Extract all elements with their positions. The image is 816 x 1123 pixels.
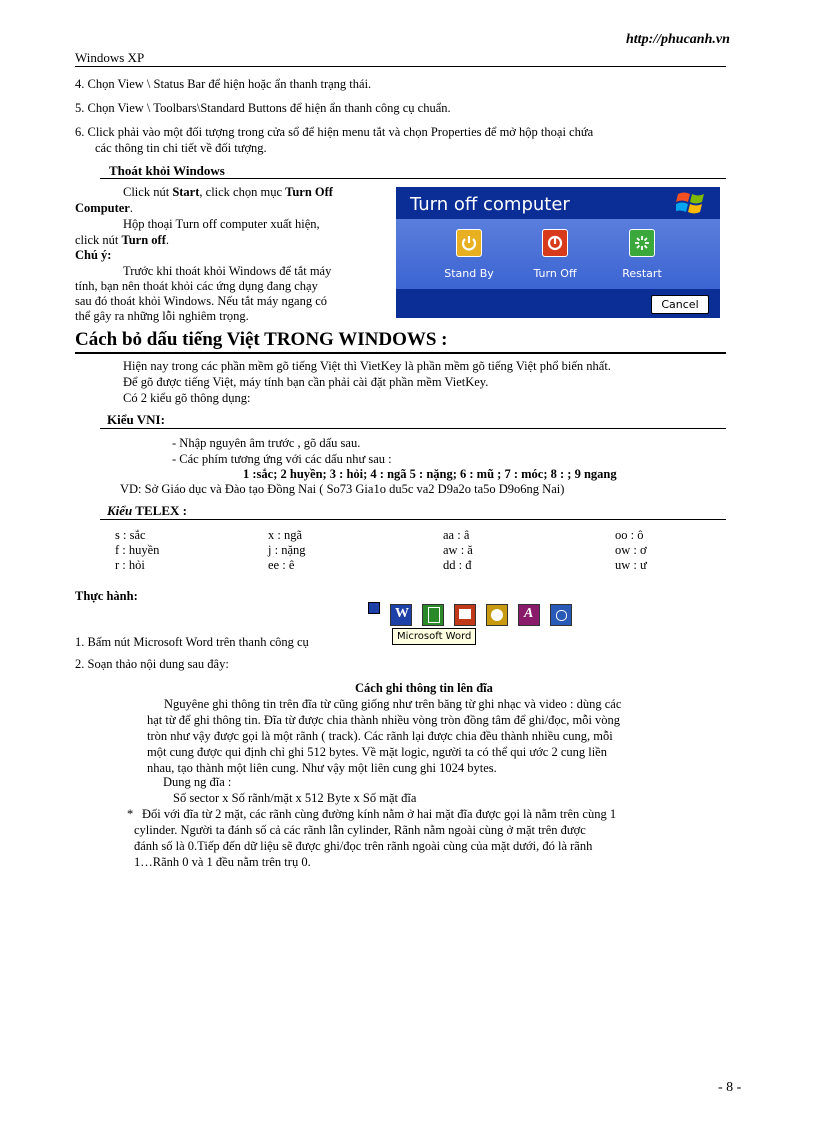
telex-cell: r : hỏi: [115, 558, 145, 572]
shutdown-line-2: Computer.: [75, 201, 133, 215]
shutdown-line-4: click nút Turn off.: [75, 233, 169, 247]
windows-logo-icon: [676, 190, 706, 216]
dialog-title: Turn off computer: [410, 194, 570, 215]
stand-by-button[interactable]: [456, 229, 482, 257]
power-icon: [460, 234, 478, 252]
article-line: một cung được qui định chỉ ghi 512 bytes. Về mặt logic, người ta có thể qui ước 2 cung liền: [147, 745, 607, 759]
intro-line: Để gõ được tiếng Việt, máy tính bạn cần phải cài đặt phần mềm VietKey.: [123, 375, 489, 389]
shutdown-rule: [100, 178, 726, 179]
article-line: cylinder. Người ta đánh số cả các rãnh lẫn cylinder, Rãnh nằm ngoài cùng ở mặt trên được: [134, 823, 586, 837]
publisher-icon[interactable]: [486, 604, 508, 626]
dialog-body: [396, 219, 720, 289]
turn-off-button[interactable]: [542, 229, 568, 257]
access-icon[interactable]: A: [518, 604, 540, 626]
note-line: tính, bạn nên thoát khỏi các ứng dụng đang chạy: [75, 279, 318, 293]
shutdown-line-3: Hộp thoại Turn off computer xuất hiện,: [123, 217, 320, 231]
section-rule: [75, 352, 726, 354]
article-line: đánh số là 0.Tiếp đến dữ liệu sẽ được ghi/đọc trên rãnh ngoài cùng của mặt dưới, đó là rãnh: [134, 839, 593, 853]
vni-line: - Nhập nguyên âm trước , gõ dấu sau.: [172, 436, 361, 450]
turn-off-label: Turn Off: [533, 267, 577, 280]
word-icon[interactable]: W: [390, 604, 412, 626]
power-off-icon: [546, 234, 564, 252]
shutdown-heading: Thoát khỏi Windows: [109, 163, 225, 178]
outlook-icon[interactable]: [550, 604, 572, 626]
telex-heading: Kiểu TELEX :: [107, 503, 187, 518]
article-line: Nguyêne ghi thông tin trên đĩa từ cũng giống như trên băng từ ghi nhạc và video : dùng các: [164, 697, 622, 711]
telex-cell: aa : â: [443, 528, 470, 542]
powerpoint-icon[interactable]: [454, 604, 476, 626]
restart-icon: [633, 234, 651, 252]
restart-label: Restart: [622, 267, 662, 280]
intro-line: Hiện nay trong các phần mềm gõ tiếng Việt thì VietKey là phần mềm gõ tiếng Việt phổ biến nhất.: [123, 359, 611, 373]
telex-cell: ow : ơ: [615, 543, 647, 557]
dialog-footer: [396, 289, 720, 318]
vni-line: - Các phím tương ứng với các dấu như sau :: [172, 452, 392, 466]
article-line: nhau, tạo thành một liên cung. Như vậy một liên cung ghi 1024 bytes.: [147, 761, 497, 775]
telex-cell: ee : ê: [268, 558, 295, 572]
telex-cell: x : ngã: [268, 528, 303, 542]
toolbar-grip-icon: [368, 602, 380, 614]
capacity-label: Dung ng đĩa :: [163, 775, 232, 789]
vni-rule: [100, 428, 726, 429]
section-title: Cách bỏ dấu tiếng Việt TRONG WINDOWS :: [75, 329, 448, 350]
turn-off-dialog: [396, 187, 720, 318]
telex-cell: j : nặng: [268, 543, 306, 557]
practice-step-1: 1. Bấm nút Microsoft Word trên thanh công cụ: [75, 635, 309, 649]
header-rule: [75, 66, 726, 67]
vni-heading: Kiểu VNI:: [107, 412, 165, 427]
intro-line: Có 2 kiểu gõ thông dụng:: [123, 391, 251, 405]
word-tooltip: Microsoft Word: [392, 628, 476, 645]
shutdown-line-1: Click nút Start, click chọn mục Turn Off: [123, 185, 333, 199]
telex-rule: [100, 519, 726, 520]
list-item: 6. Click phải vào một đối tượng trong cửa sổ để hiện menu tắt và chọn Properties để mở hộp thoại chứa: [75, 125, 594, 139]
cancel-button[interactable]: Cancel: [651, 295, 709, 314]
article-title: Cách ghi thông tin lên đĩa: [355, 681, 493, 695]
list-item: 4. Chọn View \ Status Bar để hiện hoặc ẩn thanh trạng thái.: [75, 77, 372, 91]
note-label: Chú ý:: [75, 248, 112, 262]
article-line: Đối với đĩa từ 2 mặt, các rãnh cùng đường kính nằm ở hai mặt đĩa được gọi là nằm trên cùng 1: [142, 807, 617, 821]
page-number: - 8 -: [718, 1080, 742, 1095]
dialog-titlebar: [396, 187, 720, 219]
telex-cell: dd : đ: [443, 558, 472, 572]
telex-cell: uw : ư: [615, 558, 647, 572]
note-line: thể gây ra những lỗi nghiêm trọng.: [75, 309, 249, 323]
vni-keys: 1 :sắc; 2 huyền; 3 : hỏi; 4 : ngã 5 : nặng; 6 : mũ ; 7 : móc; 8 : ; 9 ngang: [243, 467, 617, 481]
restart-button[interactable]: [629, 229, 655, 257]
article-line: hạt từ để ghi thông tin. Đĩa từ được chia thành nhiều vòng tròn đồng tâm để ghi/đọc, mỗi vòng: [147, 713, 621, 727]
bullet-marker: *: [127, 807, 134, 821]
vni-example: VD: Sở Giáo dục và Đào tạo Đồng Nai ( So73 Gia1o du5c va2 D9a2o ta5o D9o6ng Nai): [120, 482, 565, 496]
telex-cell: s : sắc: [115, 528, 146, 542]
article-line: 1…Rãnh 0 và 1 đều nằm trên trụ 0.: [134, 855, 311, 869]
list-item: 5. Chọn View \ Toolbars\Standard Buttons để hiện ẩn thanh công cụ chuẩn.: [75, 101, 451, 115]
header-section: Windows XP: [75, 50, 145, 65]
telex-cell: f : huyền: [115, 543, 160, 557]
list-item-continuation: các thông tin chi tiết về đối tượng.: [95, 141, 267, 155]
practice-step-2: 2. Soạn thảo nội dung sau đây:: [75, 657, 229, 671]
stand-by-label: Stand By: [444, 267, 494, 280]
article-line: tròn như vậy được gọi là một rãnh ( track). Các rãnh lại được chia đều thành nhiều cung, mỗi: [147, 729, 613, 743]
practice-heading: Thực hành:: [75, 589, 138, 603]
note-line: Trước khi thoát khỏi Windows để tắt máy: [123, 264, 332, 278]
header-url: http://phucanh.vn: [626, 32, 730, 47]
office-toolbar: [368, 600, 578, 646]
excel-icon[interactable]: [422, 604, 444, 626]
capacity-formula: Số sector x Số rãnh/mặt x 512 Byte x Số mặt đĩa: [173, 791, 417, 805]
telex-cell: oo : ô: [615, 528, 644, 542]
note-line: sau đó thoát khỏi Windows. Nếu tắt máy ngang có: [75, 294, 328, 308]
telex-cell: aw : ă: [443, 543, 473, 557]
